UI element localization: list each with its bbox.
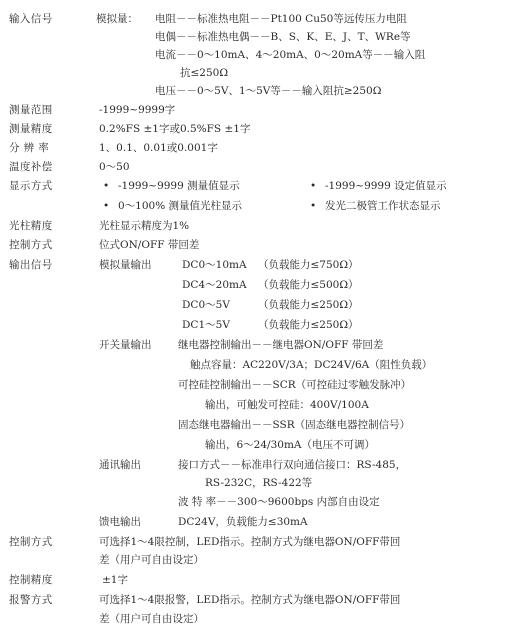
bar-accuracy-value: 光柱显示精度为1% xyxy=(99,220,190,232)
bar-accuracy-label: 光柱精度 xyxy=(9,220,53,232)
range-value: -1999~9999字 xyxy=(99,104,176,116)
analog-load: （负载能力≤250Ω） xyxy=(258,299,359,311)
switch-line: 可控硅控制输出－－SCR（可控硅过零触发脉冲） xyxy=(178,379,412,391)
bullet-icon: • xyxy=(103,180,110,192)
display-item-3: 0～100% 测量值光柱显示 xyxy=(118,200,243,212)
rtd-line: 电阻－－标准热电阻－－Pt100 Cu50等远传压力电阻 xyxy=(155,13,407,25)
analog-prefix: 模拟量： xyxy=(96,13,138,25)
range-label: 测量范围 xyxy=(9,104,53,116)
alarm-label: 报警方式 xyxy=(9,594,53,606)
bullet-icon: • xyxy=(310,200,317,212)
control-mode-value: 位式ON/OFF 带回差 xyxy=(99,239,200,251)
control-mode-2-label: 控制方式 xyxy=(9,536,53,548)
switch-line: 触点容量：AC220V/3A；DC24V/6A（阻性负载） xyxy=(190,359,433,371)
display-label: 显示方式 xyxy=(9,180,53,192)
analog-load: （负载能力≤500Ω） xyxy=(258,279,359,291)
switch-line: 固态继电器输出－－SSR（固态继电器控制信号） xyxy=(178,419,411,431)
compensation-label: 温度补偿 xyxy=(9,161,53,173)
analog-range: DC4～20mA xyxy=(182,279,247,291)
voltage-line: 电压－－0～5V、1～5V等－－输入阻抗≥250Ω xyxy=(155,85,382,97)
alarm-line: 可选择1～4限报警，LED指示。控制方式为继电器ON/OFF带回 xyxy=(99,594,401,606)
switch-line: 输出，可触发可控硅：400V/100A xyxy=(205,399,369,411)
control-mode-2-line: 可选择1～4限控制，LED指示。控制方式为继电器ON/OFF带回 xyxy=(99,536,401,548)
switch-line: 输出，6～24/30mA（电压不可调） xyxy=(205,439,375,451)
output-label: 输出信号 xyxy=(9,259,53,271)
bullet-icon: • xyxy=(310,180,317,192)
display-item-1: -1999~9999 测量值显示 xyxy=(118,180,240,192)
comm-output-label: 通讯输出 xyxy=(99,459,141,471)
feed-output-value: DC24V，负载能力≤30mA xyxy=(178,516,308,528)
control-mode-label: 控制方式 xyxy=(9,239,53,251)
analog-load: （负载能力≤750Ω） xyxy=(258,259,359,271)
resolution-label: 分 辨 率 xyxy=(9,142,50,154)
control-accuracy-value: ±1字 xyxy=(102,574,128,586)
switch-line: 继电器控制输出－－继电器ON/OFF 带回差 xyxy=(178,339,384,351)
comm-line: RS-232C，RS-422等 xyxy=(205,477,313,489)
display-item-4: 发光二极管工作状态显示 xyxy=(325,200,441,212)
resolution-value: 1、0.1、0.01或0.001字 xyxy=(99,142,218,154)
current-line-cont: 抗≤250Ω xyxy=(180,67,229,79)
comm-line: 接口方式－－标准串行双向通信接口：RS-485， xyxy=(178,459,407,471)
analog-output-label: 模拟量输出 xyxy=(99,259,152,271)
current-line: 电流－－0～10mA、4～20mA、0～20mA等－－输入阻 xyxy=(155,49,426,61)
control-mode-2-line: 差（用户可自由设定） xyxy=(99,554,204,566)
tc-line: 电偶－－标准热电偶－－B、S、K、E、J、T、WRe等 xyxy=(155,31,411,43)
analog-load: （负载能力≤250Ω） xyxy=(258,319,359,331)
accuracy-label: 测量精度 xyxy=(9,123,53,135)
analog-range: DC1～5V xyxy=(182,319,230,331)
bullet-icon: • xyxy=(103,200,110,212)
accuracy-value: 0.2%FS ±1字或0.5%FS ±1字 xyxy=(99,123,251,135)
feed-output-label: 馈电输出 xyxy=(99,516,141,528)
input-signal-label: 输入信号 xyxy=(9,13,53,25)
compensation-value: 0～50 xyxy=(99,161,130,173)
display-item-2: -1999~9999 设定值显示 xyxy=(325,180,447,192)
analog-range: DC0～5V xyxy=(182,299,230,311)
switch-output-label: 开关量输出 xyxy=(99,339,152,351)
analog-range: DC0～10mA xyxy=(182,259,247,271)
control-accuracy-label: 控制精度 xyxy=(9,574,53,586)
alarm-line: 差（用户可自由设定） xyxy=(99,613,204,625)
comm-line: 波 特 率－－300～9600bps 内部自由设定 xyxy=(178,496,380,508)
